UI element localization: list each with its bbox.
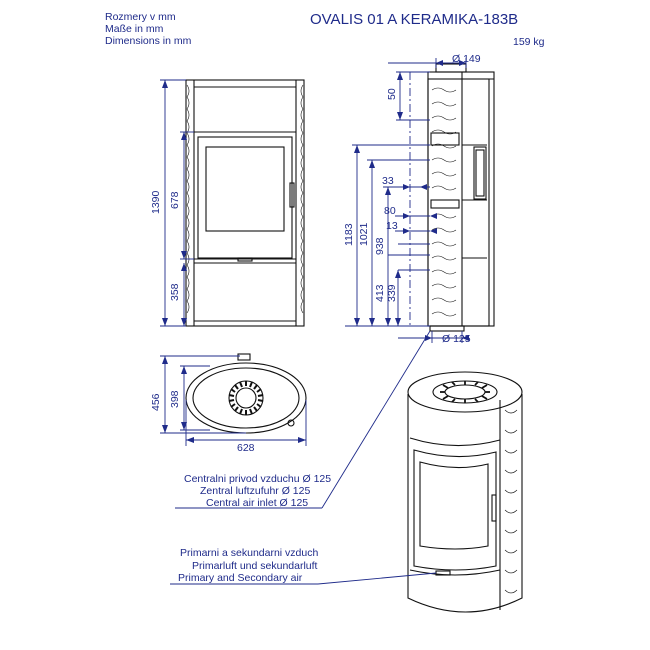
dim-358: 358 (169, 283, 181, 301)
dim-628: 628 (237, 442, 255, 454)
units-cz: Rozmery v mm (105, 11, 176, 23)
product-title: OVALIS 01 A KERAMIKA-183B (310, 11, 519, 28)
dim-33: 33 (382, 175, 394, 187)
units-de: Maße in mm (105, 23, 164, 35)
central-air-label (175, 331, 430, 509)
central-air-cz: Centralni privod vzduchu Ø 125 (184, 473, 332, 485)
secondary-air-en: Primary and Secondary air (178, 572, 303, 584)
dim-1183: 1183 (343, 223, 355, 246)
dim-1390: 1390 (150, 190, 162, 214)
central-air-de: Zentral luftzufuhr Ø 125 (200, 485, 311, 497)
dim-339: 339 (386, 284, 398, 302)
dim-413: 413 (374, 284, 386, 302)
secondary-air-de: Primarluft und sekundarluft (192, 560, 318, 572)
dim-80: 80 (384, 205, 396, 217)
dim-938: 938 (374, 237, 386, 255)
dim-456: 456 (150, 393, 162, 411)
stove-3d-view (408, 372, 522, 612)
units-en: Dimensions in mm (105, 35, 192, 47)
dim-1021: 1021 (358, 222, 370, 246)
secondary-air-cz: Primarni a sekundarni vzduch (180, 547, 319, 559)
dim-air-diameter: Ø 125 (442, 333, 471, 345)
dim-678: 678 (169, 191, 181, 209)
front-view (186, 80, 304, 326)
secondary-air-label (170, 547, 436, 584)
central-air-en: Central air inlet Ø 125 (206, 497, 309, 509)
weight: 159 kg (513, 36, 545, 48)
side-view (428, 64, 494, 331)
dim-50: 50 (386, 88, 398, 100)
dim-flue-diameter: Ø 149 (452, 53, 481, 65)
dim-398: 398 (169, 390, 181, 408)
dim-13: 13 (386, 220, 398, 232)
